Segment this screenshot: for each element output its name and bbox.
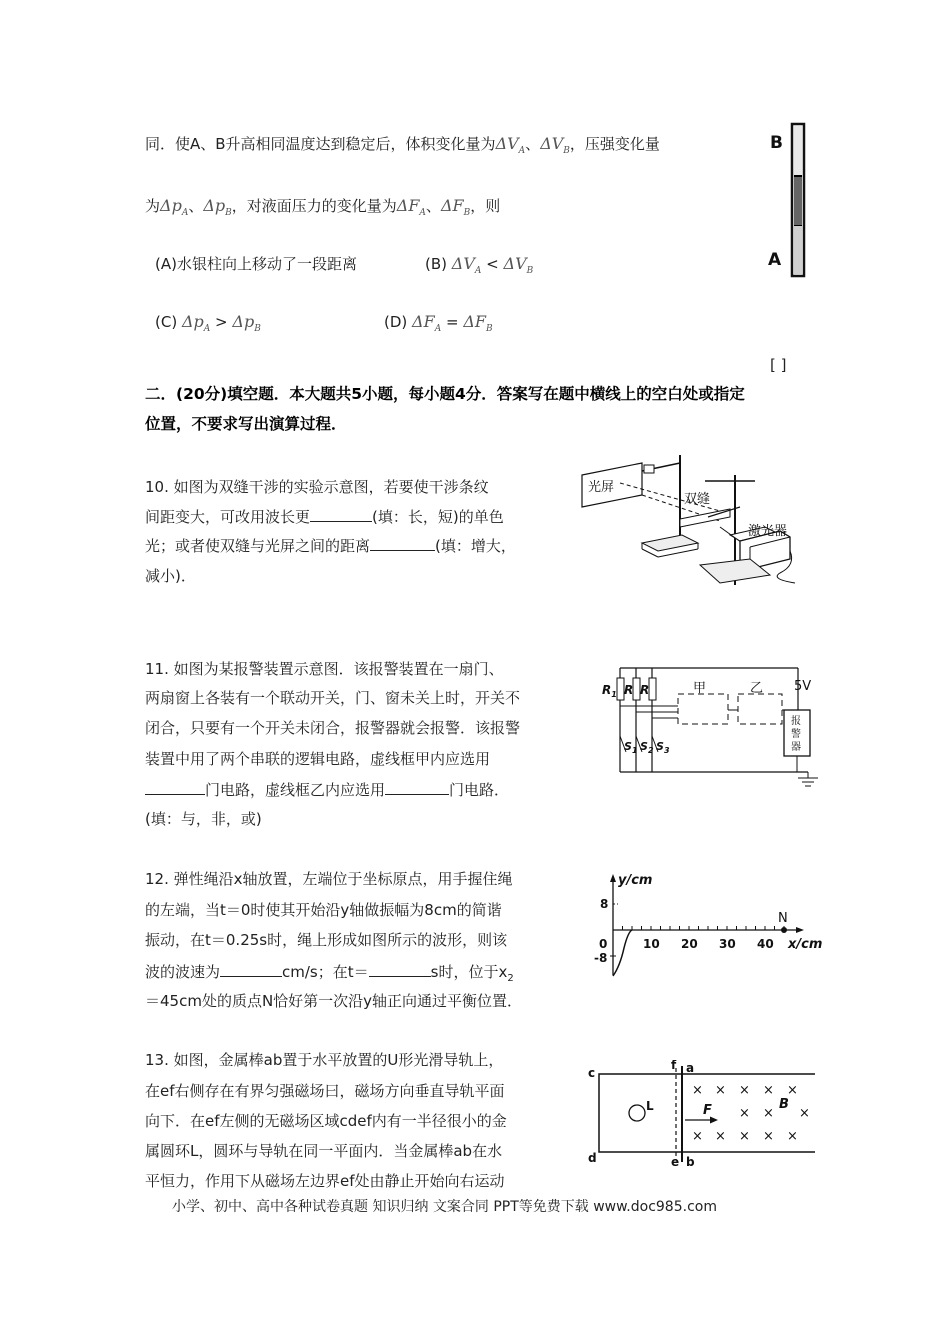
q10-blank-2[interactable] bbox=[370, 535, 435, 551]
q13-line3: 向下．在ef左侧的无磁场区域cdef内有一半径很小的金 bbox=[145, 1112, 507, 1130]
q12-line4-a: 波的波速为 bbox=[145, 963, 221, 981]
q11-alarm-circuit-figure bbox=[598, 660, 823, 795]
q9-tube-figure bbox=[766, 120, 816, 282]
svg-text:×: × bbox=[739, 1106, 750, 1121]
fig-f-force: F bbox=[703, 1103, 712, 1118]
svg-text:×: × bbox=[787, 1129, 798, 1144]
fig-yi: 乙 bbox=[750, 681, 764, 696]
fig-n: N bbox=[778, 911, 788, 926]
q9-line2-b: ，对液面压力的变化量为 bbox=[231, 197, 397, 215]
fig-x10: 10 bbox=[643, 937, 660, 951]
q13-rails-figure bbox=[585, 1060, 820, 1170]
q9-line2-c: ，则 bbox=[470, 197, 501, 215]
q13-line1: 13. 如图，金属棒ab置于水平放置的U形光滑导轨上， bbox=[145, 1051, 504, 1069]
q13-line2: 在ef右侧存在有界匀强磁场曰，磁场方向垂直导轨平面 bbox=[145, 1082, 505, 1100]
svg-text:S1: $S_1$ bbox=[624, 740, 638, 755]
svg-text:R1: $R_1$ bbox=[602, 683, 617, 699]
q12-line5: ＝45cm处的质点N恰好第一次沿y轴正向通过平衡位置． bbox=[145, 992, 523, 1010]
q9-dFB: $\Delta F_B$ bbox=[440, 196, 471, 219]
q10-line1: 10. 如图为双缝干涉的实验示意图，若要使干涉条纹 bbox=[145, 478, 489, 496]
q9-option-c-label: (C) bbox=[155, 313, 178, 331]
svg-text:×: × bbox=[787, 1083, 798, 1098]
fig-ym8: -8 bbox=[594, 951, 608, 965]
fig-x40: 40 bbox=[757, 937, 774, 951]
fig-xlabel: x/cm bbox=[788, 937, 823, 952]
fig-5v: 5V bbox=[794, 679, 812, 694]
q9-line1-a: 同．使A、B升高相同温度达到稳定后，体积变化量为 bbox=[145, 135, 496, 153]
wave-curve bbox=[613, 930, 632, 976]
svg-text:S2: $S_2$ bbox=[640, 740, 654, 755]
ring-l bbox=[629, 1105, 645, 1121]
q10-line2-a: 间距变大，可改用波长更 bbox=[145, 508, 311, 526]
resistor-r2 bbox=[624, 678, 640, 700]
q9-dpA: $\Delta p_A$ bbox=[160, 196, 189, 219]
fig-a: a bbox=[686, 1061, 695, 1075]
q10-blank-1[interactable] bbox=[310, 506, 372, 522]
q12-line4-b: cm/s；在t＝ bbox=[282, 963, 369, 981]
q9-sep2: 、 bbox=[188, 197, 204, 215]
fig-alarm-3: 器 bbox=[791, 742, 801, 753]
q11-line5-b: 门电路． bbox=[449, 781, 510, 799]
dashed-box-yi bbox=[738, 694, 782, 724]
resistor-r3 bbox=[640, 678, 656, 700]
q9-option-d: (D) $\Delta F_A = \Delta F_B$ bbox=[384, 312, 493, 335]
svg-text:×: × bbox=[715, 1083, 726, 1098]
q9-option-b-label: (B) bbox=[425, 255, 447, 273]
q9-sep3: 、 bbox=[425, 197, 441, 215]
fig-slit-label: 双缝 bbox=[684, 492, 711, 507]
q9-line1-b: ，压强变化量 bbox=[569, 135, 660, 153]
tube-lower-gas bbox=[794, 226, 802, 274]
fig-e: e bbox=[671, 1155, 680, 1169]
q10-line4: 减小)． bbox=[145, 567, 196, 585]
q12-wave-figure bbox=[590, 870, 835, 985]
svg-text:R2: R bbox=[624, 683, 634, 697]
dashed-box-jia bbox=[678, 694, 728, 724]
q11-blank-2[interactable] bbox=[385, 779, 449, 795]
fig-origin: 0 bbox=[599, 937, 608, 951]
svg-text:R3: R bbox=[640, 683, 650, 697]
q9-option-c: (C) $\Delta p_A > \Delta p_B$ bbox=[155, 312, 261, 335]
q9-answer-bracket: [ ] bbox=[770, 356, 787, 374]
resistor-r1 bbox=[602, 678, 624, 700]
q11-line4: 装置中用了两个串联的逻辑电路，虚线框甲内应选用 bbox=[145, 750, 491, 768]
fig-x20: 20 bbox=[681, 937, 698, 951]
svg-text:×: × bbox=[692, 1129, 703, 1144]
q9-option-b: (B) $\Delta V_A < \Delta V_B$ bbox=[425, 254, 534, 277]
q10-line2-b: (填：长，短)的单色 bbox=[372, 508, 504, 526]
fig-label-a: A bbox=[768, 250, 782, 270]
section2-title-line2: 位置，不要求写出演算过程． bbox=[145, 415, 347, 433]
q9-dVA: $\Delta V_A$ bbox=[495, 134, 526, 157]
fig-alarm-2: 警 bbox=[791, 729, 801, 740]
q13-line5: 平恒力，作用下从磁场左边界ef处由静止开始向右运动 bbox=[145, 1172, 505, 1190]
q9-line2-a: 为 bbox=[145, 197, 161, 215]
q12-blank-2[interactable] bbox=[369, 961, 431, 977]
q9-sep: 、 bbox=[525, 135, 541, 153]
fig-ylabel: y/cm bbox=[618, 873, 653, 888]
fig-f: f bbox=[671, 1060, 677, 1072]
q11-line5 bbox=[145, 779, 509, 800]
svg-text:×: × bbox=[739, 1129, 750, 1144]
fig-b: b bbox=[686, 1155, 695, 1169]
point-n bbox=[781, 927, 787, 933]
q10-double-slit-figure bbox=[580, 455, 800, 590]
q10-line3-a: 光；或者使双缝与光屏之间的距离 bbox=[145, 537, 371, 555]
fig-x30: 30 bbox=[719, 937, 736, 951]
q12-line4 bbox=[145, 961, 514, 989]
footer-text: 小学、初中、高中各种试卷真题 知识归纳 文案合同 PPT等免费下载 www.doc985.com bbox=[172, 1199, 717, 1215]
fig-jia: 甲 bbox=[693, 681, 707, 696]
q10-line2 bbox=[145, 506, 504, 527]
section2-title-line1: 二．(20分)填空题．本大题共5小题，每小题4分．答案写在题中横线上的空白处或指定 bbox=[145, 385, 745, 403]
svg-text:×: × bbox=[763, 1083, 774, 1098]
fig-label-b: B bbox=[770, 133, 783, 153]
q11-line5-a: 门电路，虚线框乙内应选用 bbox=[205, 781, 386, 799]
svg-text:×: × bbox=[739, 1083, 750, 1098]
fig-laser-label: 激光器 bbox=[748, 524, 788, 539]
q12-blank-1[interactable] bbox=[220, 961, 282, 977]
tube-upper-gas bbox=[794, 126, 802, 176]
q10-line3-b: (填：增大， bbox=[435, 537, 516, 555]
q9-dpB: $\Delta p_B$ bbox=[203, 196, 232, 219]
q9-line1 bbox=[145, 134, 660, 161]
fig-screen-label: 光屏 bbox=[588, 480, 615, 495]
q10-line3 bbox=[145, 535, 516, 556]
q11-line6: (填：与，非，或) bbox=[145, 810, 262, 828]
q12-line3: 振动，在t＝0.25s时，绳上形成如图所示的波形，则该 bbox=[145, 931, 508, 949]
q9-line2 bbox=[145, 196, 500, 223]
svg-text:×: × bbox=[799, 1106, 810, 1121]
q13-line4: 属圆环L，圆环与导轨在同一平面内．当金属棒ab在水 bbox=[145, 1142, 503, 1160]
fig-y8: 8 bbox=[600, 897, 609, 911]
q12-line1: 12. 弹性绳沿x轴放置，左端位于坐标原点，用手握住绳 bbox=[145, 870, 513, 888]
q9-dVB: $\Delta V_B$ bbox=[540, 134, 570, 157]
svg-text:×: × bbox=[763, 1129, 774, 1144]
switches bbox=[620, 736, 670, 755]
q11-line3: 闭合，只要有一个开关未闭合，报警器就会报警．该报警 bbox=[145, 719, 521, 737]
fig-c: c bbox=[588, 1066, 596, 1080]
q9-option-a: (A)水银柱向上移动了一段距离 bbox=[155, 255, 357, 273]
fig-b-field: B bbox=[779, 1097, 789, 1112]
svg-text:×: × bbox=[715, 1129, 726, 1144]
q11-line1: 11. 如图为某报警装置示意图．该报警装置在一扇门、 bbox=[145, 660, 504, 678]
q12-line4-c: s时，位于x bbox=[430, 963, 508, 981]
svg-text:×: × bbox=[692, 1083, 703, 1098]
fig-l: L bbox=[646, 1099, 654, 1113]
mercury-column bbox=[794, 176, 802, 226]
q11-blank-1[interactable] bbox=[145, 779, 205, 795]
q9-option-d-label: (D) bbox=[384, 313, 408, 331]
q11-line2: 两扇窗上各装有一个联动开关，门、窗未关上时，开关不 bbox=[145, 689, 521, 707]
svg-text:S3: $S_3$ bbox=[656, 740, 670, 755]
q12-sub: 2 bbox=[507, 973, 514, 984]
fig-alarm-1: 报 bbox=[791, 716, 801, 727]
svg-text:×: × bbox=[763, 1106, 774, 1121]
q9-dFA: $\Delta F_A$ bbox=[396, 196, 426, 219]
fig-d: d bbox=[588, 1151, 597, 1165]
q12-line2: 的左端，当t＝0时使其开始沿y轴做振幅为8cm的简谐 bbox=[145, 901, 502, 919]
